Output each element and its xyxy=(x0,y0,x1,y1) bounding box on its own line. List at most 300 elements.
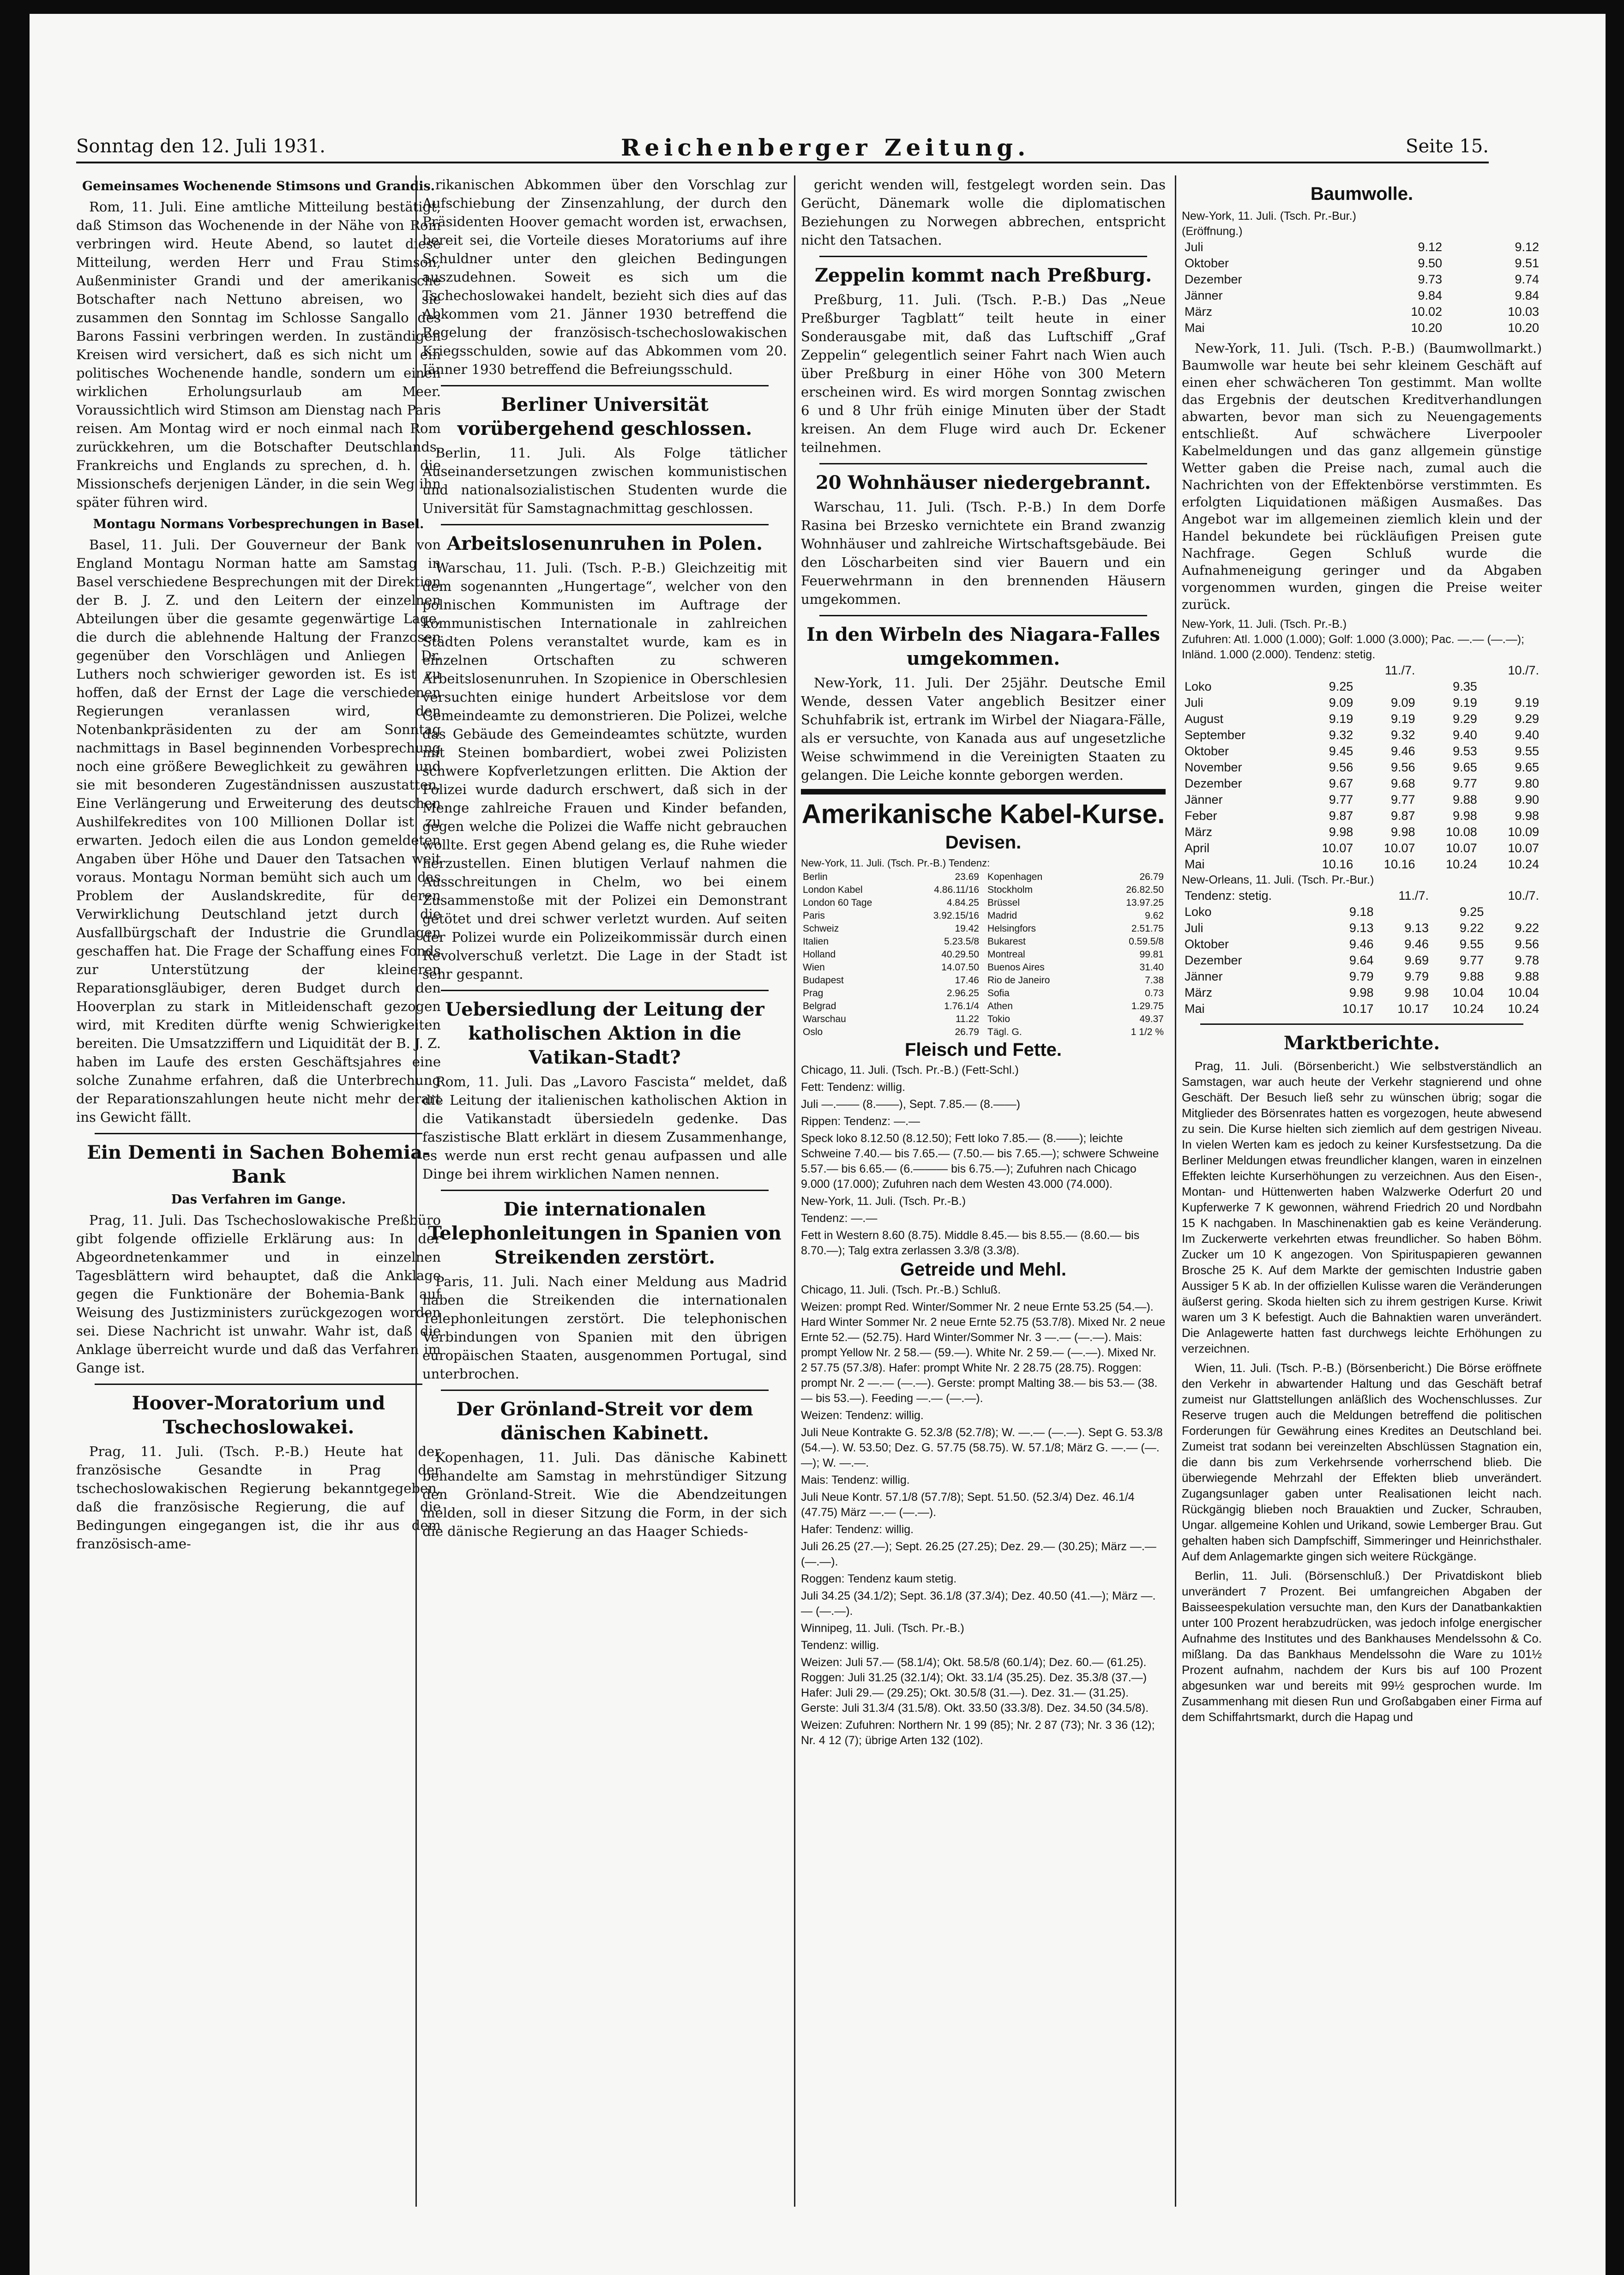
article-rule xyxy=(819,256,1147,257)
cotton-row xyxy=(1182,856,1542,873)
price-value: 9.80 xyxy=(1515,776,1539,790)
price-value: 10.03 xyxy=(1508,305,1539,319)
rate-row xyxy=(986,1013,1166,1026)
rate-value: 26.82.50 xyxy=(1126,885,1164,895)
rate-label: London 60 Tage xyxy=(803,897,872,908)
price-value: 10.24 xyxy=(1508,1002,1539,1016)
article-headline: Arbeitslosenunruhen in Polen. xyxy=(446,533,763,554)
cotton-row xyxy=(1182,904,1542,920)
price-value: 10.07 xyxy=(1383,841,1415,855)
cotton-ny-table xyxy=(1182,662,1542,873)
article-paragraph: Berlin, 11. Juli. Als Folge tätlicher Auseinandersetzungen zwischen kommunistischen und nationalsozialistischen Studenten wurde die Universität für Samstagnachmittag geschlossen. xyxy=(422,445,787,516)
rate-row xyxy=(801,974,981,987)
price-value: 9.78 xyxy=(1515,953,1539,967)
price-value: 9.25 xyxy=(1459,905,1484,919)
cotton-row xyxy=(1182,985,1542,1001)
rate-value: 4.84.25 xyxy=(946,897,979,908)
article-paragraph: Prag, 11. Juli. Das Tschechoslowakische Preßbüro gibt folgende offizielle Erklärung aus: In der Abgeordnetenkammer und in einzelnen Tagesblättern wird behauptet, daß die Anklage gegen die Funktionäre der Bohemia-Bank auf Weisung des Justizministers zurückgezogen worden sei. Diese Nachricht ist unwahr. Wahr ist, daß die Anklage überreicht wurde und daß das Verfahren im Gange ist. xyxy=(76,1212,441,1376)
price-value: 9.64 xyxy=(1349,953,1374,967)
rate-value: 7.38 xyxy=(1145,975,1164,986)
cotton-row xyxy=(1182,840,1542,856)
report-line: Rippen: Tendenz: —.— xyxy=(801,1115,920,1128)
price-value: 9.77 xyxy=(1329,793,1353,806)
cotton-row xyxy=(1182,304,1542,320)
report-line: Juli Neue Kontr. 57.1/8 (57.7/8); Sept. 51.50. (52.3/4) Dez. 46.1/4 (47.75) März —.— (—.—). xyxy=(801,1491,1135,1519)
rate-label: Sofia xyxy=(987,988,1010,999)
rate-row xyxy=(986,961,1166,974)
price-value: 9.73 xyxy=(1418,272,1443,286)
month-label: Mai xyxy=(1185,321,1205,335)
rate-row xyxy=(986,1000,1166,1013)
price-value: 9.32 xyxy=(1390,728,1415,742)
cotton-row xyxy=(1182,936,1542,952)
rate-row xyxy=(801,909,981,922)
price-value: 9.22 xyxy=(1515,921,1539,935)
article-headline: 20 Wohnhäuser niedergebrannt. xyxy=(815,472,1151,494)
rate-row xyxy=(986,884,1166,897)
price-value: 9.98 xyxy=(1349,986,1374,999)
price-value xyxy=(1486,904,1542,920)
price-value: 10.24 xyxy=(1452,1002,1484,1016)
article-headline: Das Verfahren im Gange. xyxy=(171,1192,346,1207)
month-label: November xyxy=(1185,760,1242,774)
devisen-header: New-York, 11. Juli. (Tsch. Pr.-B.) Tendenz: xyxy=(801,857,990,869)
rate-row xyxy=(801,1013,981,1026)
column-1 xyxy=(76,175,441,2221)
article-paragraph: Kopenhagen, 11. Juli. Das dänische Kabinett behandelte am Samstag in mehrstündiger Sitzung den Grönland-Streit. Wie die Abendzeitungen melden, soll in dieser Sitzung die Form, in der sich die dänische Regierung an das Haager Schieds- xyxy=(422,1450,787,1539)
month-label: Juli xyxy=(1185,696,1203,710)
rate-value: 13.97.25 xyxy=(1126,897,1164,908)
price-value: 9.79 xyxy=(1404,969,1429,983)
price-value: 10.07 xyxy=(1446,841,1477,855)
price-value: 9.77 xyxy=(1459,953,1484,967)
getreide-report xyxy=(801,1282,1166,1748)
rate-label: Italien xyxy=(803,936,829,947)
price-value: 9.53 xyxy=(1453,744,1477,758)
price-value: 9.87 xyxy=(1390,809,1415,823)
price-value: 9.98 xyxy=(1453,809,1477,823)
page-number: Seite 15. xyxy=(1406,136,1489,157)
paper-title: Reichenberger Zeitung. xyxy=(621,134,1030,161)
cotton-row xyxy=(1182,808,1542,824)
ny-open-header: New-York, 11. Juli. (Tsch. Pr.-Bur.) xyxy=(1182,210,1356,223)
report-line: Chicago, 11. Juli. (Tsch. Pr.-B.) (Fett-Schl.) xyxy=(801,1064,1019,1077)
report-line: Tendenz: —.— xyxy=(801,1212,878,1225)
no-date-col-a: 11./7. xyxy=(1398,889,1429,903)
rate-label: London Kabel xyxy=(803,885,863,895)
month-label: Juli xyxy=(1185,921,1203,935)
price-value: 9.84 xyxy=(1515,289,1539,302)
price-value: 9.35 xyxy=(1453,680,1477,693)
price-value: 9.12 xyxy=(1418,240,1443,254)
no-header: New-Orleans, 11. Juli. (Tsch. Pr.-Bur.) xyxy=(1182,873,1374,886)
devisen-tables xyxy=(801,871,1166,1039)
price-value: 9.46 xyxy=(1404,937,1429,951)
article-paragraph: rikanischen Abkommen über den Vorschlag zur Aufschiebung der Zinsenzahlung, der durch den Präsidenten Hoover gemacht worden ist, erwachsen, bereit sei, die Vorteile dieses Moratoriums auf ihre Schuldner unter den gleichen Bedingungen auszudehnen. Soweit es sich um die Tschechoslowakei handelt, bezieht sich dies auf das Abkommen vom 21. Jänner 1930 betreffend die Regelung der französisch-tschechoslowakischen Kriegsschulden, sowie auf das Abkommen vom 20. Jänner 1930 betreffend die Befreiungsschuld. xyxy=(422,177,787,377)
price-value: 9.55 xyxy=(1459,937,1484,951)
price-value: 9.69 xyxy=(1404,953,1429,967)
rate-value: 4.86.11/16 xyxy=(934,885,979,895)
price-value: 9.74 xyxy=(1515,272,1539,286)
price-value xyxy=(1356,679,1418,695)
month-label: Mai xyxy=(1185,857,1205,871)
price-value: 9.29 xyxy=(1453,712,1477,726)
cotton-row xyxy=(1182,679,1542,695)
rate-value: 11.22 xyxy=(956,1014,979,1024)
rate-label: Montreal xyxy=(987,949,1025,960)
month-label: September xyxy=(1185,728,1246,742)
rate-row xyxy=(986,909,1166,922)
rate-label: Paris xyxy=(803,910,825,921)
rate-label: Helsingfors xyxy=(987,923,1036,934)
month-label: Oktober xyxy=(1185,744,1229,758)
price-value xyxy=(1480,679,1542,695)
ny-close-header: New-York, 11. Juli. (Tsch. Pr.-B.) xyxy=(1182,618,1347,631)
rate-row xyxy=(801,1026,981,1039)
month-label: März xyxy=(1185,305,1212,319)
report-line: Weizen: prompt Red. Winter/Sommer Nr. 2 neue Ernte 53.25 (54.—). Hard Winter Sommer Nr. 2 neue Ernte 52.75 (53.7/8). Mixed Nr. 2 neue Ernte 52.— (52.75). Hard Winter/Sommer Nr. 3 —.— (—.—). Mais: prompt Yellow Nr. 2 58.— (59.—). White Nr. 2 59.— (—.—). Mixed Nr. 2 57.75 (57.3/8). Hafer: prompt White Nr. 2 28.75 (28.75). Roggen: prompt Nr. 2 —.— (—.—). Gerste: prompt Malting 38.— bis 53.— (38.— bis 53.—). Feeding —.— (—.—). xyxy=(801,1300,1166,1405)
rate-label: Prag xyxy=(803,988,824,999)
price-value: 9.65 xyxy=(1515,760,1539,774)
rate-label: Rio de Janeiro xyxy=(987,975,1050,986)
cotton-row xyxy=(1182,271,1542,288)
price-value: 10.16 xyxy=(1383,857,1415,871)
rate-row xyxy=(801,884,981,897)
month-label: Mai xyxy=(1185,1002,1205,1016)
month-label: Jänner xyxy=(1185,969,1223,983)
month-label: März xyxy=(1185,986,1212,999)
price-value: 9.46 xyxy=(1349,937,1374,951)
rate-label: Oslo xyxy=(803,1027,823,1037)
cotton-open-table xyxy=(1182,239,1542,336)
rate-value: 2.51.75 xyxy=(1131,923,1164,934)
rate-row xyxy=(801,897,981,909)
rate-value: 3.92.15/16 xyxy=(933,910,979,921)
month-label: Dezember xyxy=(1185,272,1242,286)
price-value: 9.77 xyxy=(1390,793,1415,806)
cotton-row xyxy=(1182,288,1542,304)
rate-value: 19.42 xyxy=(955,923,979,934)
article-headline: Zeppelin kommt nach Preßburg. xyxy=(814,265,1152,286)
month-label: Loko xyxy=(1185,905,1212,919)
rate-value: 26.79 xyxy=(955,1027,979,1037)
price-value: 9.40 xyxy=(1515,728,1539,742)
report-line: Chicago, 11. Juli. (Tsch. Pr.-B.) Schluß. xyxy=(801,1283,1001,1296)
price-value: 10.09 xyxy=(1508,825,1539,839)
price-value: 9.40 xyxy=(1453,728,1477,742)
cotton-row xyxy=(1182,824,1542,840)
rate-row xyxy=(801,871,981,884)
price-value: 9.68 xyxy=(1390,776,1415,790)
article-paragraph: Rom, 11. Juli. Das „Lavoro Fascista“ meldet, daß die Leitung der italienischen katholischen Aktion in die Vatikanstadt übersiedeln gedenke. Das faszistische Blatt erklärt in diesem Zusammenhange, es werde nun erst recht genau aufpassen und alle Dinge bei ihrem wirklichen Namen nennen. xyxy=(422,1074,787,1182)
article-headline: In den Wirbeln des Niagara-Falles umgekommen. xyxy=(806,624,1160,669)
price-value: 10.24 xyxy=(1508,857,1539,871)
price-value: 10.17 xyxy=(1342,1002,1374,1016)
rate-label: Warschau xyxy=(803,1014,846,1024)
price-value: 9.65 xyxy=(1453,760,1477,774)
price-value: 9.77 xyxy=(1453,776,1477,790)
date-col-b: 10./7. xyxy=(1508,663,1539,677)
rate-label: Kopenhagen xyxy=(987,872,1043,882)
month-label: August xyxy=(1185,712,1224,726)
price-value: 10.20 xyxy=(1508,321,1539,335)
rate-value: 31.40 xyxy=(1139,962,1164,973)
price-value: 9.98 xyxy=(1390,825,1415,839)
article-rule xyxy=(819,615,1147,616)
month-label: Jänner xyxy=(1185,289,1223,302)
month-label: Dezember xyxy=(1185,953,1242,967)
cotton-no-table xyxy=(1182,888,1542,1017)
rate-row xyxy=(986,922,1166,935)
cotton-row xyxy=(1182,759,1542,776)
scan-border-top xyxy=(0,0,1624,14)
no-tendenz: Tendenz: stetig. xyxy=(1185,889,1272,903)
report-line: Winnipeg, 11. Juli. (Tsch. Pr.-B.) xyxy=(801,1622,964,1635)
article-rule xyxy=(441,1390,769,1391)
month-label: Oktober xyxy=(1185,256,1229,270)
rate-row xyxy=(801,987,981,1000)
price-value: 9.09 xyxy=(1329,696,1353,710)
column-4 xyxy=(1182,175,1542,2221)
rate-row xyxy=(801,948,981,961)
getreide-title: Getreide und Mehl. xyxy=(900,1259,1067,1280)
price-value: 9.19 xyxy=(1329,712,1353,726)
rate-row xyxy=(801,961,981,974)
rate-value: 0.59.5/8 xyxy=(1129,936,1164,947)
price-value: 10.04 xyxy=(1452,986,1484,999)
price-value: 9.88 xyxy=(1453,793,1477,806)
rate-value: 23.69 xyxy=(955,872,979,882)
price-value: 9.98 xyxy=(1404,986,1429,999)
cotton-row xyxy=(1182,792,1542,808)
rate-label: Budapest xyxy=(803,975,844,986)
rate-label: Brüssel xyxy=(987,897,1020,908)
rate-row xyxy=(801,922,981,935)
issue-date: Sonntag den 12. Juli 1931. xyxy=(76,136,325,157)
rate-value: 2.96.25 xyxy=(946,988,979,999)
rate-row xyxy=(801,1000,981,1013)
rate-value: 99.81 xyxy=(1139,949,1164,960)
report-line: Mais: Tendenz: willig. xyxy=(801,1474,910,1487)
price-value: 9.88 xyxy=(1515,969,1539,983)
cotton-row xyxy=(1182,920,1542,936)
article-rule xyxy=(819,463,1147,464)
month-label: März xyxy=(1185,825,1212,839)
article-rule xyxy=(95,1133,422,1134)
article-paragraph: Prag, 11. Juli. (Tsch. P.-B.) Heute hat der französische Gesandte in Prag der tschechoslowakischen Regierung bekanntgegeben, daß die französische Regierung, die auf die Bedingungen eingegangen ist, die ihr aus dem französisch-ame- xyxy=(76,1444,441,1552)
price-value: 9.13 xyxy=(1404,921,1429,935)
scan-border-right xyxy=(1606,0,1624,2275)
price-value: 10.24 xyxy=(1446,857,1477,871)
report-line: Juli —.—— (8.——), Sept. 7.85.— (8.——) xyxy=(801,1098,1021,1111)
price-value: 9.88 xyxy=(1459,969,1484,983)
report-line: Juli 26.25 (27.—); Sept. 26.25 (27.25); Dez. 29.— (30.25); März —.— (—.—). xyxy=(801,1540,1156,1568)
rate-row xyxy=(801,935,981,948)
devisen-table-right xyxy=(986,871,1166,1039)
cotton-row xyxy=(1182,695,1542,711)
rate-label: Tägl. G. xyxy=(987,1027,1022,1037)
report-line: Weizen: Zufuhren: Northern Nr. 1 99 (85); Nr. 2 87 (73); Nr. 3 36 (12); Nr. 4 12 (7); übrige Arten 132 (102). xyxy=(801,1719,1155,1747)
price-value: 9.56 xyxy=(1329,760,1353,774)
cotton-row xyxy=(1182,743,1542,759)
rate-label: Madrid xyxy=(987,910,1017,921)
rate-row xyxy=(986,1026,1166,1039)
price-value: 10.02 xyxy=(1411,305,1443,319)
article-rule xyxy=(441,1190,769,1191)
rate-label: Bukarest xyxy=(987,936,1026,947)
price-value: 9.12 xyxy=(1515,240,1539,254)
rate-label: Tokio xyxy=(987,1014,1010,1024)
month-label: Loko xyxy=(1185,680,1212,693)
price-value: 9.22 xyxy=(1459,921,1484,935)
rate-value: 17.46 xyxy=(955,975,979,986)
cotton-row xyxy=(1182,711,1542,727)
month-label: Dezember xyxy=(1185,776,1242,790)
price-value: 9.55 xyxy=(1515,744,1539,758)
article-headline: Montagu Normans Vorbesprechungen in Basel. xyxy=(93,517,424,531)
report-line: Juli Neue Kontrakte G. 52.3/8 (52.7/8); W. —.— (—.—). Sept G. 53.3/8 (54.—). W. 53.50; Dez. G. 57.75 (58.75). W. 57.1/8; März G. —.— (—.—); W. —.—. xyxy=(801,1426,1163,1469)
article-paragraph: Warschau, 11. Juli. (Tsch. P.-B.) In dem Dorfe Rasina bei Brzesko vernichtete ein Brand zwanzig Wohnhäuser und zahlreiche Wirtschaftsgebäude. Bei den Löscharbeiten sind vier Bauern und ein Feuerwehrmann in den brennenden Häusern umgekommen. xyxy=(801,499,1166,607)
price-value: 9.13 xyxy=(1349,921,1374,935)
article-headline: Die internationalen Telephonleitungen in Spanien von Streikenden zerstört. xyxy=(428,1198,782,1268)
price-value: 10.16 xyxy=(1322,857,1353,871)
report-line: New-York, 11. Juli. (Tsch. Pr.-B.) xyxy=(801,1195,966,1208)
rate-row xyxy=(986,935,1166,948)
baumwolle-title: Baumwolle. xyxy=(1310,184,1413,204)
report-line: Tendenz: willig. xyxy=(801,1639,879,1652)
rate-value: 1.76.1/4 xyxy=(944,1001,979,1011)
price-value: 9.98 xyxy=(1329,825,1353,839)
article-paragraph: Warschau, 11. Juli. (Tsch. P.-B.) Gleichzeitig mit dem sogenannten „Hungertage“, welcher von den polnischen Kommunisten im Auftrage der kommunistischen Internationale in zahlreichen Städten Polens veranstaltet wurde, kam es in einzelnen Ortschaften zu schweren Arbeitslosenunruhen. In Szopienice in Oberschlesien versuchten einige hundert Arbeitslose vor dem Gemeindeamte zu demonstrieren. Die Polizei, welche das Gebäude des Gemeindeamtes schützte, wurden mit Steinen bombardiert, wobei zwei Polizisten schwere Kopfverletzungen erlitten. Die Aktion der Polizei wurde dadurch erschwert, daß sich in der Menge zahlreiche Frauen und Kinder befanden, gegen welche die Polizei die Waffe nicht gebrauchen wollte. Erst gegen Abend gelang es, die Ruhe wieder herzustellen. Einen blutigen Verlauf nahmen die Ausschreitungen in Chelm, wo bei einem Zusammenstoße mit der Polizei ein Demonstrant getötet und drei schwer verletzt wurden. Auf seiten der Polizei wurde ein Polizeikommissär durch einen Revolverschuß verletzt. Die Lage in der Stadt ist sehr gespannt. xyxy=(422,560,787,982)
rate-label: Athen xyxy=(987,1001,1013,1011)
rate-value: 40.29.50 xyxy=(941,949,979,960)
price-value: 9.32 xyxy=(1329,728,1353,742)
rate-value: 49.37 xyxy=(1139,1014,1164,1024)
cotton-row xyxy=(1182,776,1542,792)
rate-label: Stockholm xyxy=(987,885,1033,895)
column-3-articles xyxy=(801,175,1166,784)
report-line: Fett: Tendenz: willig. xyxy=(801,1081,906,1094)
article-paragraph: gericht wenden will, festgelegt worden sein. Das Gerücht, Dänemark wolle die diplomatischen Beziehungen zu Norwegen abbrechen, entspricht nicht den Tatsachen. xyxy=(801,177,1166,248)
article-headline: Hoover-Moratorium und Tschechoslowakei. xyxy=(132,1392,385,1438)
price-value: 10.08 xyxy=(1446,825,1477,839)
rate-row xyxy=(986,948,1166,961)
market-report: Prag, 11. Juli. (Börsenbericht.) Wie selbstverständlich an Samstagen, war auch heute der Verkehr stagnierend und ohne Geschäft. Der Besuch ließ sehr zu wünschen übrig; sogar die Mitglieder des Börsenrates hatten es vorgezogen, heute abwesend zu sein. Die Kurse hielten sich ziemlich auf dem gestrigen Niveau. In vielen Werten kam es jedoch zu keiner Kursfestsetzung. Da die Berliner Meldungen etwas freundlicher klangen, waren in einzelnen Effekten leichte Kurserhöhungen zu verzeichnen. Aus den Eisen-, Montan- und Hüttenwerten haben Walzwerke Oderfurt 20 und Kupferwerke 7 K gewonnen, während Friedrich 20 und Nordbahn 15 K nachgaben. In Maschinenaktien gab es keine Veränderung. Im Zuckerwerte verkehrten etwas freundlicher. So haben Böhm. Zucker um 10 K angezogen. Von Spirituspapieren gewannen Brosche 25 K. Auf dem Markte der gemischten Industrie gaben Aussiger 5 K ab. In der offiziellen Kulisse waren die Veränderungen äußerst gering. Skoda hielten sich zu ihrem gestrigen Kurse. Kriwit waren um 3 K befestigt. Auch die Bahnaktien waren unverändert. Die Anlagewerte hatten fast durchwegs leichte Erhöhungen zu verzeichnen. xyxy=(1182,1059,1542,1355)
rate-row xyxy=(986,871,1166,884)
price-value: 9.84 xyxy=(1418,289,1443,302)
rate-value: 26.79 xyxy=(1139,872,1164,882)
rate-value: 14.07.50 xyxy=(941,962,979,973)
report-line: Fett in Western 8.60 (8.75). Middle 8.45.— bis 8.55.— (8.60.— bis 8.70.—); Talg extra zerlassen 3.3/8 (3.3/8). xyxy=(801,1229,1140,1257)
fleisch-report xyxy=(801,1063,1166,1258)
price-value: 9.18 xyxy=(1349,905,1374,919)
price-value: 9.29 xyxy=(1515,712,1539,726)
market-report: Berlin, 11. Juli. (Börsenschluß.) Der Privatdiskont blieb unverändert 7 Prozent. Bei umfangreichen Abgaben der Baisseespekulation versuchte man, den Kurs der Danatbankaktien unter 100 Prozent herabzudrücken, was jedoch infolge energischer Aufnahme des Institutes und des Bankhauses Mendelssohn & Co. mißlang. Da das Bankhaus Mendelssohn die Ware zu 101½ Prozent aufnahm, nachdem der Kurs bis auf 100 Prozent abgesunken war und bereits mit 99½ gesprochen wurde. Im Zusammenhang mit diesen Run und Großabgaben einer Firma auf dem Schiffahrtsmarkt, durch die Hapag und xyxy=(1182,1569,1542,1724)
devisen-title: Devisen. xyxy=(945,832,1022,853)
date-col-a: 11./7. xyxy=(1384,663,1415,677)
price-value: 10.20 xyxy=(1411,321,1443,335)
price-value: 9.46 xyxy=(1390,744,1415,758)
article-rule xyxy=(441,990,769,991)
rate-value: 1 1/2 % xyxy=(1131,1027,1164,1037)
price-value: 9.98 xyxy=(1515,809,1539,823)
rate-row xyxy=(986,974,1166,987)
fleisch-title: Fleisch und Fette. xyxy=(904,1040,1062,1060)
column-rule xyxy=(1175,175,1176,2207)
cotton-row xyxy=(1182,969,1542,985)
price-value: 9.25 xyxy=(1329,680,1353,693)
section-rule xyxy=(1200,1023,1523,1025)
price-value xyxy=(1376,904,1431,920)
cotton-row xyxy=(1182,1001,1542,1017)
column-3 xyxy=(801,175,1166,2221)
rate-value: 1.29.75 xyxy=(1131,1001,1164,1011)
rate-row xyxy=(986,897,1166,909)
month-label: Jänner xyxy=(1185,793,1223,806)
no-date-col-b: 10./7. xyxy=(1508,889,1539,903)
rate-label: Holland xyxy=(803,949,836,960)
price-value: 10.07 xyxy=(1322,841,1353,855)
rate-value: 5.23.5/8 xyxy=(944,936,979,947)
article-headline: Ein Dementi in Sachen Bohemia-Bank xyxy=(87,1142,430,1187)
price-value: 10.04 xyxy=(1508,986,1539,999)
cotton-row xyxy=(1182,239,1542,255)
market-report: Wien, 11. Juli. (Tsch. P.-B.) (Börsenbericht.) Die Börse eröffnete den Verkehr in abwartender Haltung und das Geschäft betraf zumeist nur Glattstellungen anläßlich des Wochenschlusses. Zur Reserve trugen auch die Meldungen betreffend die politischen Forderungen für Gewährung eines Kredites an Deutschland bei. Zumeist trat sodann bei vereinzelten Abschlüssen Stagnation ein, die dann bis zum Verkehrsende vorherrschend blieb. Die überwiegende Mehrzahl der Effekten blieb unverändert. Zugangsunlager gaben unter Realisationen leicht nach. Rückgängig blieben noch Brauaktien und Zucker, Schrauben, Ungar. allgemeine Kohlen und Urikand, sowie Lemberger Brau. Gut gehalten haben sich Dampfschiff, Simmeringer und Heinrichsthaler. Auf dem Anlagemarkte gingen sich weitere Rückgänge. xyxy=(1182,1361,1542,1563)
price-value: 9.09 xyxy=(1390,696,1415,710)
markt-reports xyxy=(1182,1058,1542,1725)
zufuhren-text: Zufuhren: Atl. 1.000 (1.000); Golf: 1.000 (3.000); Pac. —.— (—.—); Inländ. 1.000 (2.000). Tendenz: stetig. xyxy=(1182,633,1525,661)
scan-border-left xyxy=(0,0,30,2275)
month-label: Feber xyxy=(1185,809,1217,823)
cotton-row xyxy=(1182,320,1542,336)
month-label: April xyxy=(1185,841,1210,855)
month-label: Juli xyxy=(1185,240,1203,254)
report-line: Roggen: Tendenz kaum stetig. xyxy=(801,1572,957,1585)
article-rule xyxy=(441,385,769,386)
article-rule xyxy=(95,1384,422,1385)
price-value: 10.07 xyxy=(1508,841,1539,855)
price-value: 9.19 xyxy=(1390,712,1415,726)
rate-label: Schweiz xyxy=(803,923,839,934)
column-rule xyxy=(794,175,795,2207)
article-paragraph: New-York, 11. Juli. Der 25jähr. Deutsche Emil Wende, dessen Vater angeblich Besitzer einer Schuhfabrik ist, ertrank im Wirbel der Niagara-Fälle, als er versuchte, von Kanada aus auf ungesetzliche Weise schwimmend in die Vereinigten Staaten zu gelangen. Die Leiche konnte geborgen werden. xyxy=(801,675,1166,783)
price-value: 9.67 xyxy=(1329,776,1353,790)
article-headline: Der Grönland-Streit vor dem dänischen Kabinett. xyxy=(456,1398,753,1444)
eroeffnung-label: (Eröffnung.) xyxy=(1182,225,1243,238)
report-line: Hafer: Tendenz: willig. xyxy=(801,1523,914,1536)
article-paragraph: Basel, 11. Juli. Der Gouverneur der Bank von England Montagu Norman hatte am Samstag in Basel verschiedene Besprechungen mit der Direktion der B. J. Z. und den Leitern der einzelnen Abteilungen über die gesamte gegenwärtige Lage, die durch die ablehnende Haltung der Franzosen gegenüber den Vorschlägen und Anliegen Dr. Luthers noch schwieriger geworden ist. Es ist zu hoffen, daß der Ernst der Lage die verschiedenen Regierungen veranlassen wird, den Notenbankpräsidenten zu der am Sonntag nachmittags in Basel beginnenden Vorbesprechung noch eine größere Beweglichkeit zu gewähren und sie mit besonderen Zugeständnissen auszustatten. Eine Verlängerung und Erweiterung des deutschen Aushilfekredites von 100 Millionen Dollar ist zu erwarten. Jedoch eilen die aus London gemeldeten Angaben über Höhe und Dauer den Tatsachen weit voraus. Montagu Norman bemüht sich auch um das Problem der Auslandskredite, für deren Verwirklichung Deutschland jetzt durch die Ausfallbürgschaft der Industrie die Grundlagen geschaffen hat. Die Frage der Schaffung eines Fonds zur Unterstützung der kleineren Reparationsgläubiger, deren Budget durch den Hooverplan zu stark in Mitleidenschaft gezogen wird, mit Krediten dürfte wenig Schwierigkeiten bereiten. Die Umsatzziffern und Liquidität der B. J. Z. haben im Laufe des ersten Geschäftsjahres eine solche Zunahme erfahren, daß die Unterbrechung der Reparationszahlungen heute nicht mehr derart ins Gewicht fällt. xyxy=(76,537,441,1125)
rate-label: Belgrad xyxy=(803,1001,836,1011)
price-value: 9.90 xyxy=(1515,793,1539,806)
article-rule xyxy=(441,524,769,525)
kabel-title: Amerikanische Kabel-Kurse. xyxy=(801,799,1165,829)
article-headline: Uebersiedlung der Leitung der katholischen Aktion in die Vatikan-Stadt? xyxy=(445,999,764,1068)
rate-label: Berlin xyxy=(803,872,828,882)
rate-label: Wien xyxy=(803,962,825,973)
price-value: 10.17 xyxy=(1397,1002,1429,1016)
price-value: 9.79 xyxy=(1349,969,1374,983)
report-line: Juli 34.25 (34.1/2); Sept. 36.1/8 (37.3/4); Dez. 40.50 (41.—); März —.— (—.—). xyxy=(801,1589,1156,1618)
report-line: Speck loko 8.12.50 (8.12.50); Fett loko 7.85.— (8.——); leichte Schweine 7.40.— bis 7.65.— (7.50.— bis 7.65.—); schwere Schweine 5.57.— bis 6.65.— (6.——— bis 6.75.—); Zufuhren nach Chicago 9.000 (17.000); Zufuhren nach dem Westen 43.000 (74.000). xyxy=(801,1132,1159,1191)
report-line: Weizen: Tendenz: willig. xyxy=(801,1409,924,1422)
report-line: Weizen: Juli 57.— (58.1/4); Okt. 58.5/8 (60.1/4); Dez. 60.— (61.25). Roggen: Juli 31.25 (32.1/4); Okt. 33.1/4 (35.25). Dez. 35.3/8 (37.—) Hafer: Juli 29.— (29.25); Okt. 30.5/8 (31.—). Dez. 31.— (31.25). Gerste: Juli 31.3/4 (31.5/8). Okt. 33.50 (33.3/8). Dez. 34.50 (34.5/8). xyxy=(801,1656,1149,1715)
baumwolle-report: New-York, 11. Juli. (Tsch. P.-B.) (Baumwollmarkt.) Baumwolle war heute bei sehr kleinem Geschäft auf einen eher schwächeren Ton gestimmt. Man wollte das Ergebnis der deutschen Kreditverhandlungen abwarten, bevor man sich zu Neuengagements entschließt. Auf schwächere Liverpooler Kabelmeldungen und das ganz allgemein günstige Wetter gaben die Preise nach, zumal auch die Nachrichten von der Effektenbörse verstimmten. Es erfolgten Liquidationen mäßigen Ausmaßes. Das Angebot war im allgemeinen ziemlich klein und der Handel bekundete bei rückläufigen Preisen gute Nachfrage. Gegen Schluß wurde die Aufnahmeneigung geringer und da Abgaben vorgenommen wurden, gingen die Preise weiter zurück. xyxy=(1182,341,1542,612)
masthead xyxy=(76,134,1489,163)
article-headline: Gemeinsames Wochenende Stimsons und Grandis. xyxy=(82,179,435,193)
price-value: 9.56 xyxy=(1390,760,1415,774)
rate-value: 0.73 xyxy=(1145,988,1164,999)
price-value: 9.45 xyxy=(1329,744,1353,758)
